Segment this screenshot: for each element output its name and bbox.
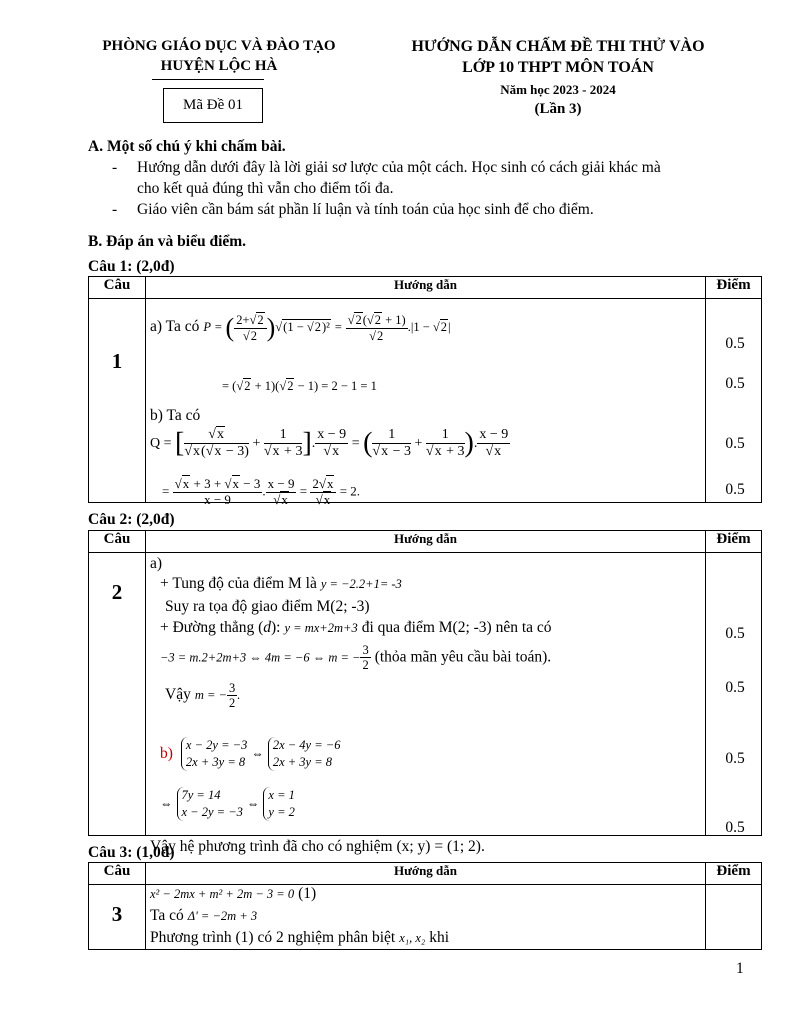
q2-giao-diem: Suy ra tọa độ giao điểm M(2; -3): [165, 598, 370, 615]
q3-header-huong-dan: Hướng dẫn: [146, 863, 706, 885]
note-1-line1: Hướng dẫn dưới đây là lời giải sơ lược của một cách. Học sinh có cách giải khác mà: [137, 159, 661, 176]
q2-header-huong-dan: Hướng dẫn: [146, 531, 706, 553]
q2-number-cell: [89, 553, 146, 836]
q2-system-original: x − 2y = −3 2x + 3y = 8: [181, 737, 247, 771]
q1-score-cell: [706, 299, 762, 503]
q2-score-4: 0.5: [725, 819, 745, 836]
exam-round: (Lần 3): [534, 101, 582, 117]
q2-duong-thang-text-c: đi qua điểm M(2; -3) nên ta có: [361, 619, 552, 636]
q1-score-3: 0.5: [725, 435, 745, 452]
q2-part-a: a): [150, 555, 163, 572]
q3-score-cell: [706, 885, 762, 950]
org-district: HUYỆN LỘC HÀ: [160, 58, 278, 74]
q3-delta: [150, 907, 257, 925]
q2-title: Câu 2: (2,0đ): [88, 511, 175, 528]
q2-system-2: [160, 787, 295, 821]
q2-equation-note: (thỏa mãn yêu cầu bài toán).: [374, 648, 552, 666]
q2-duong-thang-text-b: ):: [271, 619, 281, 636]
q2-system-1: [160, 737, 340, 771]
q2-score-cell: [706, 553, 762, 836]
q3-equation-tag: (1): [298, 885, 317, 902]
q2-guide-cell: [146, 553, 706, 855]
q3-delta-label: Ta có: [150, 907, 184, 924]
q2-number: 2: [111, 580, 123, 604]
q3-condition-end: khi: [429, 929, 450, 946]
q2-fraction-3-2: $\frac{3}{2}$: [362, 643, 369, 673]
bullet-2: -: [112, 201, 118, 218]
header-divider: [152, 79, 264, 80]
exam-code-box: [163, 88, 263, 123]
q2-tung-do: [160, 575, 402, 593]
q1-formula-q: Q = [ $\frac{√x}{√x(√x - 3)}$ + $\frac{1}{√x + 3}$ ]. $\frac{x - 9}{√x}$ = ( $\frac{1}{√x - 3}$ + $\frac{1}{√x + 3}$ ). $\frac{x - 9}{√x}$: [150, 427, 509, 460]
bullet-1: -: [112, 159, 118, 176]
q2-equiv-1: ⇔: [251, 746, 264, 761]
q3-table: [88, 862, 762, 950]
q1-guide-cell: [146, 299, 706, 507]
q2-vay-text: Vậy: [165, 685, 191, 703]
q2-equiv-2: ⇔: [160, 796, 173, 811]
q1-score-2: 0.5: [725, 375, 745, 392]
page-number: 1: [736, 960, 744, 977]
doc-title-line1: HƯỚNG DẪN CHẤM ĐỀ THI THỬ VÀO: [411, 38, 705, 55]
q2-conclusion: Vậy hệ phương trình đã cho có nghiệm (x; y) = (1; 2).: [150, 838, 485, 855]
q1-part-a-label: a) Ta có: [150, 317, 200, 335]
q1-header-cau: Câu: [89, 277, 146, 299]
q3-condition-text: Phương trình (1) có 2 nghiệm phân biệt: [150, 929, 396, 946]
q3-title: Câu 3: (1,0đ): [88, 844, 175, 861]
q3-guide-cell: [146, 885, 706, 950]
q2-equation-math: −3 = m.2+2m+3 ⇔ 4m = −6 ⇔ m = −: [160, 650, 361, 665]
q1-number: 1: [111, 349, 123, 373]
q3-equation-math: x² − 2mx + m² + 2m − 3 = 0: [150, 887, 295, 901]
q3-delta-math: Δ' = −2m + 3: [187, 909, 258, 923]
q2-part-b: b): [160, 744, 173, 762]
q2-score-3: 0.5: [725, 750, 745, 767]
q2-duong-thang: [160, 619, 552, 637]
q2-tung-do-text: + Tung độ của điểm M là: [160, 575, 317, 592]
q1-number-cell: [89, 299, 146, 503]
q2-system-solution: x = 1 y = 2: [263, 787, 294, 821]
q3-condition: [150, 929, 449, 947]
q1-title: Câu 1: (2,0đ): [88, 258, 175, 275]
q2-system-scaled: 2x − 4y = −6 2x + 3y = 8: [268, 737, 341, 771]
section-a-title: A. Một số chú ý khi chấm bài.: [88, 138, 286, 155]
q2-score-2: 0.5: [725, 679, 745, 696]
q3-header-cau: Câu: [89, 863, 146, 885]
note-2: Giáo viên cần bám sát phần lí luận và tính toán của học sinh để cho điểm.: [137, 201, 594, 218]
q2-system-reduced: 7y = 14 x − 2y = −3: [177, 787, 243, 821]
q1-score-1: 0.5: [725, 335, 745, 352]
doc-title-line2: LỚP 10 THPT MÔN TOÁN: [462, 59, 654, 76]
q2-vay-math: m = − $\frac{3}{2}$ .: [194, 681, 241, 711]
q2-duong-thang-d: d: [263, 619, 272, 636]
org-name: PHÒNG GIÁO DỤC VÀ ĐÀO TẠO: [102, 38, 336, 54]
q2-header-cau: Câu: [89, 531, 146, 553]
q2-duong-thang-math: y = mx+2m+3: [284, 621, 358, 635]
q2-equation-m: [160, 643, 551, 673]
q1-formula-q-result: = $\frac{√x + 3 + √x - 3}{x - 9}$ . $\frac{x - 9}{√x}$ = $\frac{2√x}{√x}$ = 2.: [162, 476, 361, 507]
exam-code: Mã Đề 01: [183, 97, 243, 113]
q3-roots-math: x₁, x₂: [399, 931, 426, 945]
q1-formula-p-result: = (√2 + 1)(√2 − 1) = 2 − 1 = 1: [222, 379, 377, 393]
q3-header-diem: Điểm: [706, 863, 762, 885]
q1-header-huong-dan: Hướng dẫn: [146, 277, 706, 299]
q1-table: [88, 276, 762, 507]
q3-equation: [150, 885, 316, 903]
q1-part-a: [150, 313, 451, 343]
q2-vay-m: [165, 681, 240, 711]
q2-tung-do-math: y = −2.2+1= -3: [320, 577, 402, 591]
q1-formula-p: P = ( $\frac{2+√2}{√2}$ )√(1 − √2)² = $\frac{√2(√2 + 1)}{√2}$ .|1 − √2|: [203, 313, 451, 343]
q2-equiv-3: ⇔: [246, 796, 260, 811]
q2-score-1: 0.5: [725, 625, 745, 642]
section-b-title: B. Đáp án và biểu điểm.: [88, 233, 247, 250]
q1-score-4: 0.5: [725, 481, 745, 498]
q3-number-cell: [89, 885, 146, 950]
q3-number: 3: [111, 902, 123, 926]
q1-part-b-label: b) Ta có: [150, 407, 201, 424]
q2-header-diem: Điểm: [706, 531, 762, 553]
q1-header-diem: Điểm: [706, 277, 762, 299]
note-1-line2: cho kết quả đúng thì vẫn cho điểm tối đa.: [137, 180, 394, 197]
q2-duong-thang-text-a: + Đường thẳng (: [160, 619, 264, 636]
school-year: Năm học 2023 - 2024: [500, 82, 616, 97]
